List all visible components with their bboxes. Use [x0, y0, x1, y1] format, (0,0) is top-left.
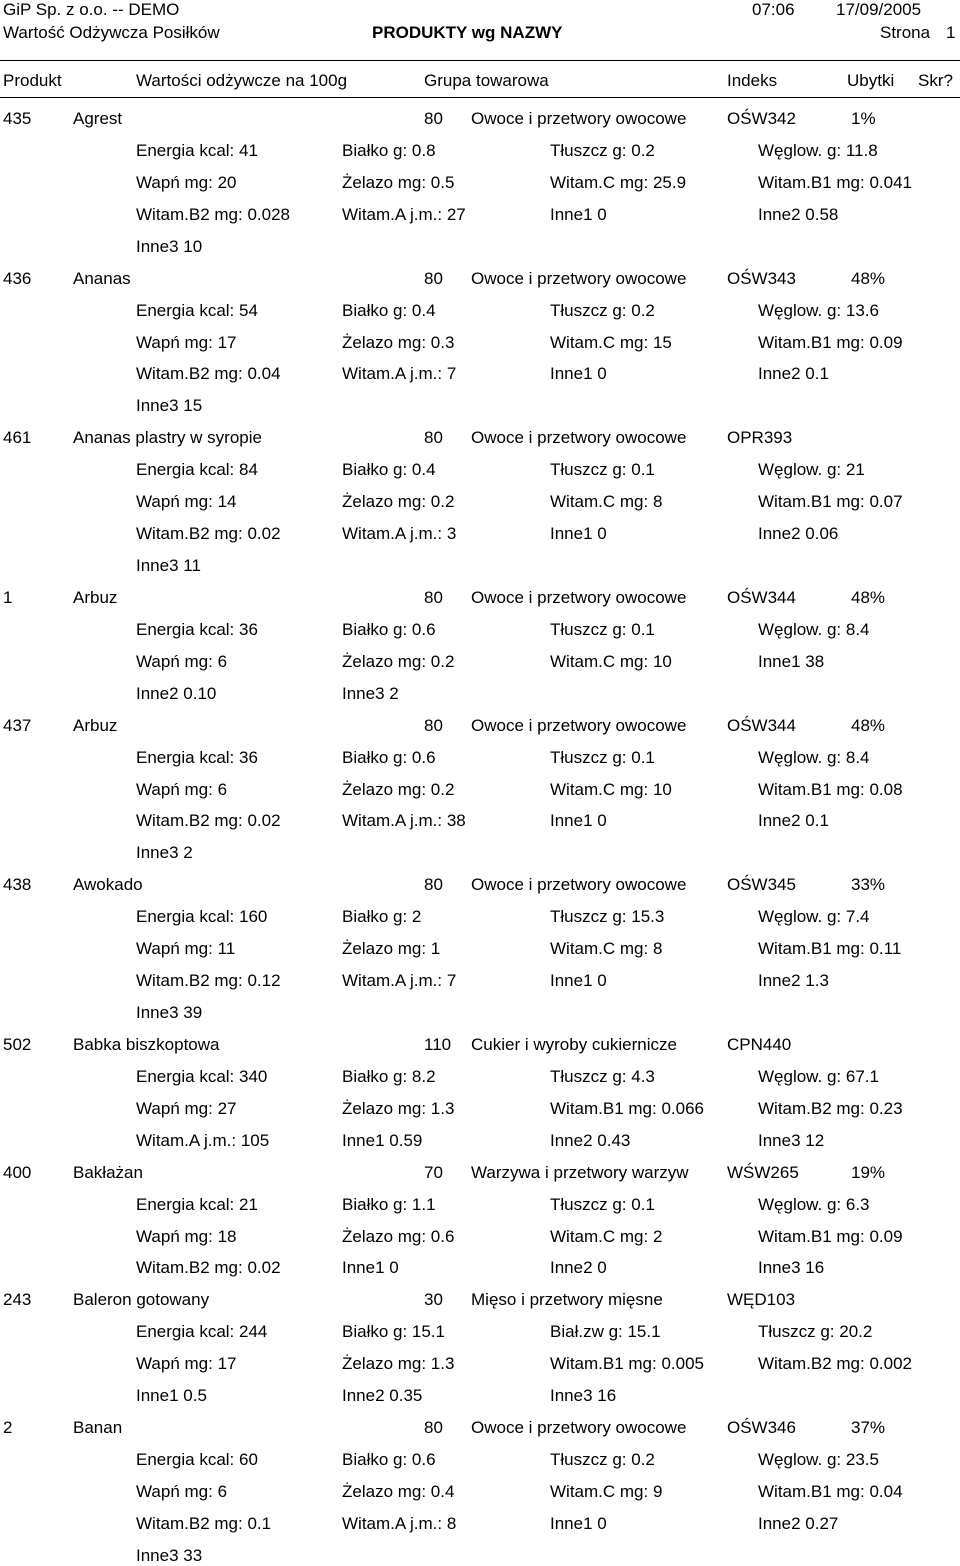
print-time: 07:06: [752, 0, 795, 19]
nutrient-value: Inne2 0.43: [550, 1131, 631, 1150]
loss-percent: 19%: [851, 1163, 886, 1182]
nutrient-value: Wapń mg: 6: [136, 780, 228, 799]
nutrient-value: Węglow. g: 7.4: [758, 907, 870, 926]
column-header-skr: Skr?: [918, 71, 953, 90]
group-code: 80: [424, 588, 443, 607]
group-name: Mięso i przetwory mięsne: [471, 1290, 663, 1309]
group-name: Cukier i wyroby cukiernicze: [471, 1035, 677, 1054]
nutrient-value: Białko g: 0.6: [342, 620, 436, 639]
nutrient-value: Żelazo mg: 0.3: [342, 333, 455, 352]
nutrient-value: Inne3 11: [136, 556, 201, 575]
product-index: OŚW342: [727, 109, 796, 128]
group-name: Owoce i przetwory owocowe: [471, 588, 687, 607]
nutrient-value: Inne1 0: [550, 1514, 607, 1533]
nutrient-value: Inne1 38: [758, 652, 825, 671]
product-code: 2: [3, 1418, 13, 1437]
nutrient-value: Tłuszcz g: 0.2: [550, 141, 655, 160]
product-name: Arbuz: [73, 716, 118, 735]
nutrient-value: Inne2 0: [550, 1258, 607, 1277]
nutrient-value: Inne1 0.5: [136, 1386, 207, 1405]
loss-percent: 37%: [851, 1418, 886, 1437]
nutrient-value: Tłuszcz g: 15.3: [550, 907, 665, 926]
group-code: 80: [424, 269, 443, 288]
nutrient-value: Witam.B1 mg: 0.07: [758, 492, 903, 511]
nutrient-value: Witam.A j.m.: 27: [342, 205, 466, 224]
nutrient-value: Inne3 10: [136, 237, 203, 256]
nutrient-value: Witam.A j.m.: 7: [342, 364, 457, 383]
loss-percent: 48%: [851, 588, 886, 607]
nutrient-value: Białko g: 0.6: [342, 1450, 436, 1469]
nutrient-value: Witam.C mg: 9: [550, 1482, 663, 1501]
nutrient-value: Witam.C mg: 15: [550, 333, 672, 352]
nutrient-value: Żelazo mg: 0.2: [342, 652, 455, 671]
column-header-product: Produkt: [3, 71, 62, 90]
product-index: OPR393: [727, 428, 793, 447]
nutrient-value: Witam.C mg: 2: [550, 1227, 663, 1246]
nutrient-value: Inne1 0: [550, 364, 607, 383]
group-code: 80: [424, 1418, 443, 1437]
nutrient-value: Inne2 0.35: [342, 1386, 423, 1405]
loss-percent: 48%: [851, 269, 886, 288]
product-name: Bakłażan: [73, 1163, 143, 1182]
product-code: 438: [3, 875, 32, 894]
nutrient-value: Żelazo mg: 1: [342, 939, 441, 958]
column-header-values: Wartości odżywcze na 100g: [136, 71, 348, 90]
nutrient-value: Energia kcal: 340: [136, 1067, 268, 1086]
nutrient-value: Tłuszcz g: 20.2: [758, 1322, 873, 1341]
nutrient-value: Witam.B2 mg: 0.04: [136, 364, 281, 383]
nutrient-value: Inne1 0: [550, 811, 607, 830]
nutrient-value: Inne2 0.06: [758, 524, 839, 543]
product-code: 1: [3, 588, 13, 607]
loss-percent: 48%: [851, 716, 886, 735]
nutrient-value: Witam.B2 mg: 0.02: [136, 811, 281, 830]
nutrient-value: Inne3 16: [550, 1386, 617, 1405]
nutrient-value: Witam.C mg: 10: [550, 652, 672, 671]
nutrient-value: Energia kcal: 21: [136, 1195, 258, 1214]
group-name: Warzywa i przetwory warzyw: [471, 1163, 689, 1182]
nutrient-value: Energia kcal: 41: [136, 141, 258, 160]
nutrient-value: Witam.B2 mg: 0.002: [758, 1354, 913, 1373]
loss-percent: 1%: [851, 109, 876, 128]
nutrient-value: Inne3 15: [136, 396, 203, 415]
nutrient-value: Witam.B2 mg: 0.1: [136, 1514, 272, 1533]
nutrient-value: Wapń mg: 14: [136, 492, 237, 511]
group-name: Owoce i przetwory owocowe: [471, 716, 687, 735]
print-date: 17/09/2005: [836, 0, 922, 19]
nutrient-value: Żelazo mg: 0.2: [342, 492, 455, 511]
product-index: OŚW344: [727, 716, 796, 735]
nutrient-value: Inne2 0.10: [136, 684, 217, 703]
nutrient-value: Inne3 16: [758, 1258, 825, 1277]
product-name: Babka biszkoptowa: [73, 1035, 220, 1054]
nutrient-value: Energia kcal: 54: [136, 301, 258, 320]
group-name: Owoce i przetwory owocowe: [471, 875, 687, 894]
product-name: Ananas plastry w syropie: [73, 428, 262, 447]
nutrient-value: Witam.B2 mg: 0.12: [136, 971, 281, 990]
nutrient-value: Inne3 2: [342, 684, 399, 703]
nutrient-value: Białko g: 0.6: [342, 748, 436, 767]
product-name: Arbuz: [73, 588, 118, 607]
nutrient-value: Energia kcal: 84: [136, 460, 258, 479]
nutrient-value: Biał.zw g: 15.1: [550, 1322, 661, 1341]
nutrient-value: Wapń mg: 27: [136, 1099, 237, 1118]
product-code: 243: [3, 1290, 32, 1309]
nutrient-value: Witam.B1 mg: 0.09: [758, 1227, 903, 1246]
column-header-group: Grupa towarowa: [424, 71, 549, 90]
nutrient-value: Białko g: 2: [342, 907, 422, 926]
nutrient-value: Energia kcal: 36: [136, 620, 258, 639]
nutrient-value: Witam.B1 mg: 0.09: [758, 333, 903, 352]
report-subtitle: Wartość Odżywcza Posiłków: [3, 23, 220, 42]
nutrient-value: Witam.A j.m.: 105: [136, 1131, 270, 1150]
group-code: 80: [424, 109, 443, 128]
report-title: PRODUKTY wg NAZWY: [372, 23, 563, 42]
nutrient-value: Inne2 0.1: [758, 364, 829, 383]
product-index: OŚW343: [727, 269, 796, 288]
nutrient-value: Tłuszcz g: 0.1: [550, 748, 655, 767]
nutrient-value: Inne1 0: [342, 1258, 399, 1277]
product-name: Agrest: [73, 109, 123, 128]
product-index: OŚW346: [727, 1418, 796, 1437]
nutrient-value: Inne1 0: [550, 971, 607, 990]
nutrient-value: Inne3 33: [136, 1546, 203, 1565]
nutrient-value: Żelazo mg: 1.3: [342, 1099, 455, 1118]
nutrient-value: Tłuszcz g: 0.1: [550, 620, 655, 639]
nutrient-value: Inne3 2: [136, 843, 193, 862]
group-code: 110: [424, 1035, 452, 1054]
nutrient-value: Wapń mg: 11: [136, 939, 236, 958]
nutrient-value: Tłuszcz g: 0.1: [550, 1195, 655, 1214]
group-name: Owoce i przetwory owocowe: [471, 1418, 687, 1437]
nutrient-value: Inne2 1.3: [758, 971, 829, 990]
nutrient-value: Wapń mg: 6: [136, 652, 228, 671]
nutrient-value: Witam.A j.m.: 3: [342, 524, 457, 543]
group-code: 80: [424, 875, 443, 894]
nutrient-value: Żelazo mg: 0.2: [342, 780, 455, 799]
column-header-loss: Ubytki: [847, 71, 895, 90]
group-name: Owoce i przetwory owocowe: [471, 109, 687, 128]
nutrient-value: Witam.B2 mg: 0.028: [136, 205, 291, 224]
group-code: 80: [424, 716, 443, 735]
product-index: WĘD103: [727, 1290, 796, 1309]
nutrient-value: Tłuszcz g: 0.1: [550, 460, 655, 479]
nutrient-value: Białko g: 15.1: [342, 1322, 446, 1341]
product-name: Baleron gotowany: [73, 1290, 210, 1309]
nutrient-value: Inne2 0.58: [758, 205, 839, 224]
group-code: 80: [424, 428, 443, 447]
nutrient-value: Inne3 39: [136, 1003, 203, 1022]
product-index: OŚW345: [727, 875, 796, 894]
nutrient-value: Energia kcal: 36: [136, 748, 258, 767]
nutrient-value: Witam.B1 mg: 0.041: [758, 173, 913, 192]
nutrient-value: Inne3 12: [758, 1131, 825, 1150]
nutrient-value: Wapń mg: 6: [136, 1482, 228, 1501]
nutrient-value: Witam.C mg: 25.9: [550, 173, 687, 192]
product-index: WŚW265: [727, 1163, 799, 1182]
group-code: 30: [424, 1290, 443, 1309]
nutrient-value: Żelazo mg: 0.5: [342, 173, 455, 192]
product-index: OŚW344: [727, 588, 796, 607]
nutrient-value: Węglow. g: 23.5: [758, 1450, 879, 1469]
nutrient-value: Tłuszcz g: 0.2: [550, 301, 655, 320]
nutrient-value: Witam.B1 mg: 0.08: [758, 780, 903, 799]
page-number: 1: [946, 23, 956, 42]
nutrient-value: Wapń mg: 17: [136, 333, 237, 352]
group-name: Owoce i przetwory owocowe: [471, 428, 687, 447]
nutrient-value: Tłuszcz g: 4.3: [550, 1067, 655, 1086]
product-name: Ananas: [73, 269, 131, 288]
page-label: Strona: [880, 23, 931, 42]
product-code: 502: [3, 1035, 32, 1054]
nutrient-value: Wapń mg: 20: [136, 173, 237, 192]
product-code: 437: [3, 716, 32, 735]
header-divider-bottom: [0, 97, 960, 98]
nutrient-value: Węglow. g: 11.8: [758, 141, 878, 160]
nutrient-value: Witam.A j.m.: 7: [342, 971, 457, 990]
product-name: Banan: [73, 1418, 123, 1437]
product-code: 435: [3, 109, 32, 128]
nutrient-value: Witam.B2 mg: 0.23: [758, 1099, 903, 1118]
nutrient-value: Białko g: 0.4: [342, 460, 436, 479]
nutrient-value: Witam.B1 mg: 0.005: [550, 1354, 705, 1373]
nutrient-value: Węglow. g: 6.3: [758, 1195, 870, 1214]
product-code: 400: [3, 1163, 32, 1182]
nutrient-value: Inne1 0: [550, 524, 607, 543]
nutrient-value: Witam.A j.m.: 38: [342, 811, 466, 830]
nutrient-value: Witam.C mg: 8: [550, 492, 663, 511]
group-name: Owoce i przetwory owocowe: [471, 269, 687, 288]
company-name: GiP Sp. z o.o. -- DEMO: [3, 0, 180, 19]
nutrient-value: Inne1 0.59: [342, 1131, 423, 1150]
nutrient-value: Węglow. g: 67.1: [758, 1067, 879, 1086]
nutrient-value: Węglow. g: 13.6: [758, 301, 879, 320]
nutrient-value: Inne2 0.27: [758, 1514, 839, 1533]
nutrient-value: Węglow. g: 21: [758, 460, 865, 479]
column-header-index: Indeks: [727, 71, 778, 90]
group-code: 70: [424, 1163, 443, 1182]
nutrient-value: Żelazo mg: 0.6: [342, 1227, 455, 1246]
loss-percent: 33%: [851, 875, 886, 894]
nutrient-value: Wapń mg: 18: [136, 1227, 237, 1246]
nutrient-value: Witam.B1 mg: 0.11: [758, 939, 902, 958]
nutrient-value: Witam.A j.m.: 8: [342, 1514, 457, 1533]
nutrient-value: Witam.C mg: 10: [550, 780, 672, 799]
header-divider-top: [0, 60, 960, 61]
product-code: 436: [3, 269, 32, 288]
nutrient-value: Witam.B2 mg: 0.02: [136, 1258, 281, 1277]
nutrient-value: Witam.B2 mg: 0.02: [136, 524, 281, 543]
product-index: CPN440: [727, 1035, 792, 1054]
nutrient-value: Energia kcal: 244: [136, 1322, 268, 1341]
nutrient-value: Inne1 0: [550, 205, 607, 224]
nutrient-value: Witam.B1 mg: 0.066: [550, 1099, 705, 1118]
nutrient-value: Białko g: 0.8: [342, 141, 436, 160]
nutrient-value: Wapń mg: 17: [136, 1354, 237, 1373]
nutrient-value: Żelazo mg: 1.3: [342, 1354, 455, 1373]
product-name: Awokado: [73, 875, 143, 894]
nutrient-value: Węglow. g: 8.4: [758, 620, 870, 639]
product-code: 461: [3, 428, 32, 447]
nutrient-value: Węglow. g: 8.4: [758, 748, 870, 767]
nutrient-value: Białko g: 1.1: [342, 1195, 436, 1214]
nutrient-value: Inne2 0.1: [758, 811, 829, 830]
nutrient-value: Witam.C mg: 8: [550, 939, 663, 958]
nutrient-value: Tłuszcz g: 0.2: [550, 1450, 655, 1469]
nutrient-value: Witam.B1 mg: 0.04: [758, 1482, 903, 1501]
nutrient-value: Białko g: 0.4: [342, 301, 436, 320]
nutrient-value: Żelazo mg: 0.4: [342, 1482, 455, 1501]
nutrient-value: Energia kcal: 60: [136, 1450, 258, 1469]
nutrient-value: Białko g: 8.2: [342, 1067, 436, 1086]
nutrient-value: Energia kcal: 160: [136, 907, 268, 926]
